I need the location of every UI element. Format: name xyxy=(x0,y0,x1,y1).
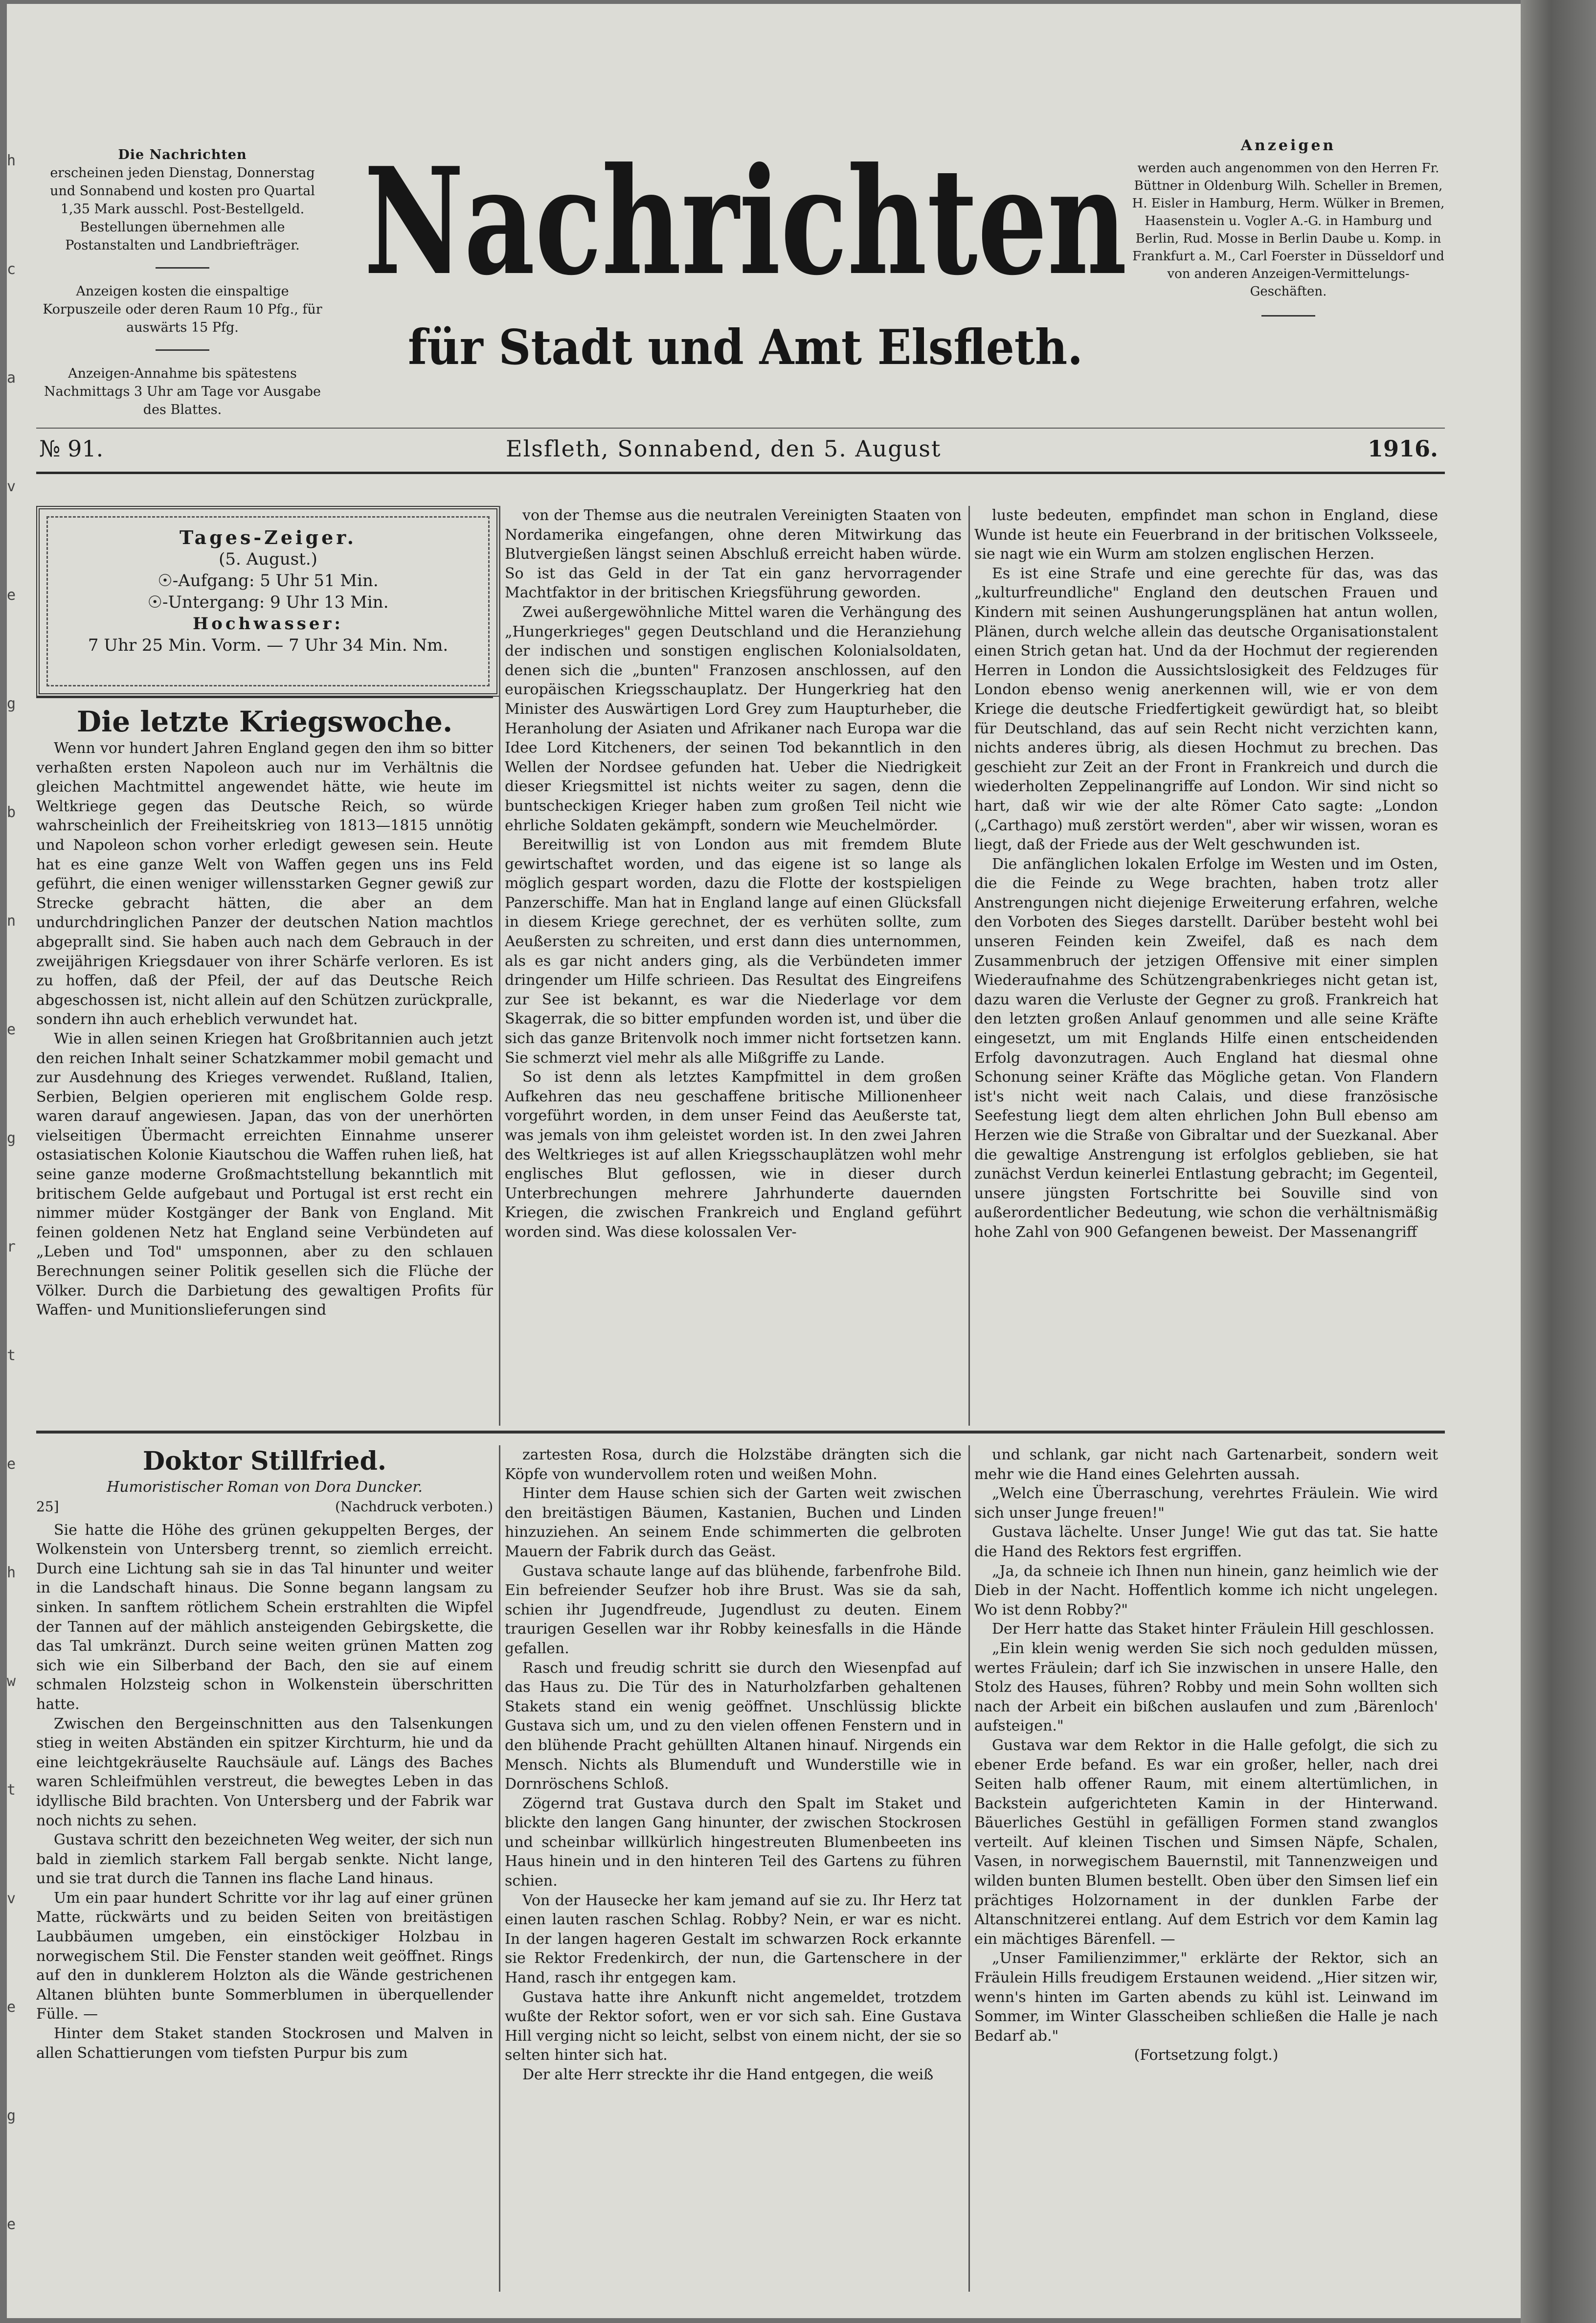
article-col2-text xyxy=(505,506,962,1242)
novel-col2-text xyxy=(505,1445,962,2085)
sunrise: ☉-Aufgang: 5 Uhr 51 Min. xyxy=(157,571,379,591)
paragraph: Gustava hatte ihre Ankunft nicht angemeldet, trotzdem wußte der Rektor sofort, wen er vor sich sah. Eine Gustava Hill verging nicht so leicht, selbst von einem nicht, der sie so selten hinter sich hat. xyxy=(505,1988,962,2064)
divider xyxy=(1261,315,1315,317)
paragraph: „Unser Familienzimmer," erklärte der Rektor, sich an Fräulein Hills freudigem Erstaunen weidend. „Hier sitzen wir, wenn's hinten im Garten abends zu kühl ist. Leinwand im Sommer, im Winter Glasscheiben schließen die Halle je nach Bedarf ab." xyxy=(974,1950,1438,2045)
novel-column-1 xyxy=(36,1445,493,2292)
paragraph: Zögernd trat Gustava durch den Spalt im Staket und blickte den langen Gang hinunter, der zwischen Stockrosen und scheinbar willkürlich hingestreuten Blumenbeeten ins Haus hinein und in den hinteren Teil des Gartens zu führen schien. xyxy=(505,1795,962,1890)
ads-deadline: Anzeigen-Annahme bis spätestens Nachmittags 3 Uhr am Tage vor Ausgabe des Blattes. xyxy=(44,366,321,417)
page-edge-fragment xyxy=(7,4,37,2318)
paragraph: Hinter dem Staket standen Stockrosen und Malven in allen Schattierungen vom tiefsten Purpur bis zum xyxy=(36,2025,493,2062)
article-column-3 xyxy=(974,506,1438,1426)
masthead xyxy=(339,130,1151,385)
paragraph: Zwei außergewöhnliche Mittel waren die Verhängung des „Hungerkrieges" gegen Deutschland und die Heranziehung der indischen und sonstigen englischen Kolonialsoldaten, denen sich die „bunten" Franzosen anschlossen, auf den europäischen Kriegsschauplatz. Der Hungerkrieg hat den Minister des Auswärtigen Lord Grey zum Haupturheber, die Heranholung der Asiaten und Afrikaner nach Europa war die Idee Lord Kitcheners, der seinen Tod bekanntlich in den Wellen der Nordsee gefunden hat. Ueber die Niedrigkeit dieser Kriegsmittel ist nichts weiter zu sagen, denn die buntscheckigen Krieger haben zum großen Teil nicht wie ehrliche Soldaten gekämpft, sondern wie Meuchelmörder. xyxy=(505,603,962,834)
novel-column-3 xyxy=(974,1445,1438,2292)
paragraph: Der Herr hatte das Staket hinter Fräulein Hill geschlossen. xyxy=(992,1620,1435,1638)
paragraph: Zwischen den Bergeinschnitten aus den Talsenkungen stieg in weiten Abständen ein spitzer Kirchturm, hie und da eine leichtgekräuselte Rauchsäule auf. Längs des Baches waren Schleifmühlen verstreut, die bewegtes Leben in das idyllische Bild brachten. Von Untersberg und der Fabrik war noch nichts zu sehen. xyxy=(36,1715,493,1829)
edge-mark: r xyxy=(7,1238,16,1255)
sunset: ☉-Untergang: 9 Uhr 13 Min. xyxy=(147,592,389,612)
edge-mark: a xyxy=(7,369,16,387)
paragraph: und schlank, gar nicht nach Gartenarbeit, sondern weit mehr wie die Hand eines Gelehrten aussah. xyxy=(974,1446,1438,1483)
edge-mark: h xyxy=(7,1564,16,1581)
masthead-subtitle: für Stadt und Amt Elsfleth. xyxy=(408,319,1083,376)
edge-mark: g xyxy=(7,1130,16,1147)
edge-mark: g xyxy=(7,695,16,712)
paragraph: „Welch eine Überraschung, verehrtes Fräulein. Wie wird sich unser Junge freuen!" xyxy=(974,1485,1438,1522)
paragraph: von der Themse aus die neutralen Vereinigten Staaten von Nordamerika eingefangen, ohne deren Mitwirkung das Blutvergießen längst seinen Abschluß erreicht haben würde. So ist das Geld in der Tat ein ganz hervorragender Machtfaktor in der britischen Kriegsführung geworden. xyxy=(505,507,962,602)
paragraph: Wenn vor hundert Jahren England gegen den ihm so bitter verhaßten ersten Napoleon auch nur im Verhältnis die gleichen Machtmittel angewendet hätte, wie heute im Weltkriege gegen das Deutsche Reich, so würde wahrscheinlich der Freiheitskrieg von 1813—1815 unnötig und Napoleon schon vorher erledigt gewesen sein. Heute hat es eine ganze Welt von Waffen gegen uns ins Feld geführt, die einen weniger willensstarken Gegner gewiß zur Strecke gebracht hätten, die aber an dem undurchdringlichen Panzer der deutschen Nation machtlos abgeprallt sind. Sie haben auch nach dem Gebrauch in der zweijährigen Kriegsdauer von ihrer Schärfe verloren. Es ist zu hoffen, daß der Pfeil, der auf das Deutsche Reich abgeschossen ist, nicht allein auf den Schützen zurückpralle, sondern ihn auch erheblich verwundet hat. xyxy=(36,740,493,1028)
paragraph: Von der Hausecke her kam jemand auf sie zu. Ihr Herz tat einen lauten raschen Schlag. Robby? Nein, er war es nicht. In der langen hageren Gestalt im schwarzen Rock erkannte sie Rektor Fredenkirch, der nun, die Gartenschere in der Hand, rasch ihr entgegen kam. xyxy=(505,1891,962,1987)
edge-mark: w xyxy=(7,1673,16,1690)
subscription-body: erscheinen jeden Dienstag, Donnerstag und Sonnabend und kosten pro Quartal 1,35 Mark ausschl. Post-Bestellgeld. Bestellungen übernehmen alle Postanstalten und Landbriefträger. xyxy=(50,165,315,253)
tageszeiger-title: Tages-Zeiger. xyxy=(179,526,357,548)
paragraph: Wie in allen seinen Kriegen hat Großbritannien auch jetzt den reichen Inhalt seiner Schatzkammer mobil gemacht und zur Ausdehnung des Krieges verwendet. Rußland, Italien, Serbien, Belgien operieren mit englischem Golde resp. waren darauf angewiesen. Japan, das von der unerhörten vielseitigen Übermacht erreichten Einnahme unserer ostasiatischen Kolonie Kiautschou die Waffen ruhen ließ, hat seine ganze moderne Großmachtstellung bekanntlich mit britischem Gelde aufgebaut und Portugal ist erst recht ein nimmer müder Kostgänger der Bank von England. Mit feinen goldenen Netz hat England seine Verbündeten auf „Leben und Tod" umsponnen, aber zu den schlauen Berechnungen seiner Politik gesellen sich die Flüche der Völker. Durch die Darbietung des gewaltigen Profits für Waffen- und Munitionslieferungen sind xyxy=(36,1030,493,1319)
edge-mark: g xyxy=(7,2107,16,2124)
paragraph: Der alte Herr streckte ihr die Hand entgegen, die weiß xyxy=(522,2066,934,2083)
place-date: Elsfleth, Sonnabend, den 5. August xyxy=(506,435,942,462)
dateline xyxy=(36,428,1445,474)
installment-number: 25] xyxy=(36,1499,59,1515)
copyright-notice: (Nachdruck verboten.) xyxy=(335,1499,493,1515)
novel-title: Doktor Stillfried. xyxy=(143,1446,386,1476)
edge-mark: v xyxy=(7,1890,16,1907)
edge-mark: v xyxy=(7,478,16,495)
article-headline: Die letzte Kriegswoche. xyxy=(76,705,453,738)
edge-mark: b xyxy=(7,804,16,821)
paragraph: „Ein klein wenig werden Sie sich noch gedulden müssen, wertes Fräulein; darf ich Sie inzwischen in unsere Halle, den Stolz des Hauses, führen? Robby und mein Sohn wollten sich nach der Arbeit ein bißchen auslaufen und zum ‚Bärenloch' aufsteigen." xyxy=(974,1640,1438,1735)
edge-mark: t xyxy=(7,1347,16,1364)
paragraph: Hinter dem Hause schien sich der Garten weit zwischen den breitästigen Bäumen, Kastanien, Buchen und Linden hinzuziehen. An seinem Ende schimmerten die gelbroten Mauern der Fabrik durch das Geäst. xyxy=(505,1485,962,1560)
paragraph: zartesten Rosa, durch die Holzstäbe drängten sich die Köpfe von wundervollem roten und weißen Mohn. xyxy=(505,1446,962,1483)
novel-col3-text xyxy=(974,1445,1438,2046)
paragraph: luste bedeuten, empfindet man schon in England, diese Wunde ist heute ein Feuerbrand in der britischen Volksseele, sie nagt wie ein Wurm am stolzen englischen Herzen. xyxy=(974,507,1438,563)
paragraph: Rasch und freudig schritt sie durch den Wiesenpfad auf das Haus zu. Die Tür des in Naturholzfarben gehaltenen Stakets stand ein wenig geöffnet. Unschlüssig blickte Gustava sich um, und zu den vielen offenen Fenstern und in den blühende Pracht gehüllten Altanen hinauf. Nirgends ein Mensch. Nichts als Blumenduft und Wunderstille wie in Dornröschens Schloß. xyxy=(505,1659,962,1793)
to-be-continued: (Fortsetzung folgt.) xyxy=(1134,2047,1279,2064)
paragraph: Gustava war dem Rektor in die Halle gefolgt, die sich zu ebener Erde befand. Es war ein großer, heller, nach drei Seiten halb offener Raum, mit einem altertümlichen, in Backstein aufgerichteten Kamin in der Hinterwand. Bäuerliches Gestühl in gefälligen Formen stand zwanglos verteilt. Auf kleinen Tischen und Simsen Näpfe, Schalen, Vasen, in norwegischem Bauernstil, mit Tannenzweigen und wilden bunten Blumen bestellt. Oben über den Simsen lief ein prächtiges Holzornament in der dunklen Farbe der Altanschnitzerei entlang. Auf dem Estrich vor dem Kamin lag ein mächtiges Bärenfell. — xyxy=(974,1736,1438,1948)
novel-column-2 xyxy=(505,1445,962,2292)
column-rule xyxy=(499,1445,500,2292)
paragraph: Um ein paar hundert Schritte vor ihr lag auf einer grünen Matte, rückwärts und zu beiden Seiten von breitästigen Laubbäumen umgeben, ein einstöckiger Holzbau in norwegischem Stil. Die Fenster standen weit geöffnet. Rings auf den in dunklerem Holzton als die Wände gestrichenen Altanen blühten bunte Sommerblumen in überquellender Fülle. — xyxy=(36,1889,493,2023)
divider xyxy=(36,697,493,698)
edge-mark: e xyxy=(7,1456,16,1473)
column-rule xyxy=(499,506,500,1426)
advertising-agents xyxy=(1132,137,1445,317)
paragraph: „Ja, da schneie ich Ihnen nun hinein, ganz heimlich wie der Dieb in der Nacht. Hoffentlich komme ich nicht ungelegen. Wo ist denn Robby?" xyxy=(974,1562,1438,1618)
novel-number-line xyxy=(36,1497,493,1517)
year: 1916. xyxy=(1368,435,1439,462)
paragraph: So ist denn als letztes Kampfmittel in dem großen Aufkehren das neu geschaffene britische Millionenheer vorgeführt worden, in dem unser Feind das Aeußerste tat, was jemals von ihm geleistet worden ist. In den zwei Jahren des Weltkrieges ist auf allen Kriegsschauplätzen wohl mehr englisches Blut geflossen, wie in dieser durch Unterbrechungen mehrere Jahrhunderte dauernden Kriegen, die zwischen Frankreich und England geführt worden sind. Was diese kolossalen Ver- xyxy=(505,1069,962,1241)
divider xyxy=(156,267,209,269)
masthead-title: Nachrichten xyxy=(364,135,1127,308)
edge-mark: e xyxy=(7,2216,16,2233)
edge-mark: c xyxy=(7,261,16,278)
edge-mark: t xyxy=(7,1781,16,1799)
column-rule xyxy=(968,1445,970,2292)
issue-number: № 91. xyxy=(39,435,104,462)
edge-mark: h xyxy=(7,152,16,169)
subscription-info xyxy=(39,146,326,432)
paragraph: Gustava schaute lange auf das blühende, farbenfrohe Bild. Ein befreiender Seufzer hob ihre Brust. Was sie da sah, schien ihr Jugendfreude, Jugendlust zu deuten. Einem traurigen Gesellen war ihr Robby keinesfalls in die Hände gefallen. xyxy=(505,1562,962,1657)
edge-mark: e xyxy=(7,1999,16,2016)
paragraph: Gustava lächelte. Unser Junge! Wie gut das tat. Sie hatte die Hand des Rektors fest ergriffen. xyxy=(974,1524,1438,1560)
edge-mark: e xyxy=(7,587,16,604)
paragraph: Bereitwillig ist von London aus mit fremdem Blute gewirtschaftet worden, und das eigene ist so lange als möglich gespart worden, dazu die Flotte der kostspieligen Panzerschiffe. Man hat in England lange auf einen Glücksfall in diesem Kriege gerechnet, der es verhüten sollte, zum Aeußersten zu schreiten, und erst dann dies unternommen, als es gar nicht anders ging, als die Verbündeten immer dringender um Hilfe schrieen. Das Resultat des Eingreifens zur See ist bekannt, es war die Niederlage vor dem Skagerrak, die so bitter empfunden worden ist, und über die sich das ganze Britenvolk noch immer nicht fortsetzen kann. Sie schmerzt viel mehr als alle Mißgriffe zu Lande. xyxy=(505,836,962,1067)
book-spine xyxy=(1521,0,1596,2323)
paragraph: Die anfänglichen lokalen Erfolge im Westen und im Osten, die die Feinde zu Wege brachten, haben trotz aller Anstrengungen nicht diejenige Erweiterung erfahren, welche den Vorboten des Sieges darstellt. Darüber besteht wohl bei unseren Feinden kein Zweifel, daß es nach dem Zusammenbruch der jetzigen Offensive mit einer simplen Wiederaufnahme des Schützengrabenkrieges nicht getan ist, dazu waren die Verluste der Gegner zu groß. Frankreich hat den letzten großen Anlauf genommen und alle seine Kräfte eingesetzt, um mit Englands Hilfe einen entscheidenden Erfolg davonzutragen. Auch England hat diesmal ohne Schonung seiner Kräfte das Mögliche getan. Von Flandern ist's nicht weit nach Calais, und diese französische Seefestung liegt dem alten ehrlichen John Bull ebenso am Herzen wie die Straße von Gibraltar und der Suezkanal. Aber die gewaltige Anstrengung ist erfolglos geblieben, sie hat zunächst Verdun keinerlei Entlastung gebracht; im Gegenteil, unsere jüngsten Fortschritte bei Souville sind von außerordentlicher Bedeutung, wie schon die verhältnismäßig hohe Zahl von 900 Gefangenen beweist. Der Massenangriff xyxy=(974,855,1438,1241)
article-column-1 xyxy=(36,705,493,1423)
advertising-body: werden auch angenommen von den Herren Fr. Büttner in Oldenburg Wilh. Scheller in Bremen, H. Eisler in Hamburg, Herm. Wülker in Bremen, Haasenstein u. Vogler A.-G. in Hamburg und Berlin, Rud. Mosse in Berlin Daube u. Komp. in Frankfurt a. M., Carl Foerster in Düsseldorf und von anderen Anzeigen-Vermittelungs-Geschäften. xyxy=(1132,161,1445,299)
newspaper-page xyxy=(7,4,1521,2318)
edge-mark: e xyxy=(7,1021,16,1038)
divider xyxy=(156,349,209,351)
column-rule xyxy=(968,506,970,1426)
ads-price: Anzeigen kosten die einspaltige Korpuszeile oder deren Raum 10 Pfg., für auswärts 15 Pfg. xyxy=(43,284,322,335)
article-col3-text xyxy=(974,506,1438,1242)
article-col1-text xyxy=(36,739,493,1320)
paragraph: Gustava schritt den bezeichneten Weg weiter, der sich nun bald in ziemlich starkem Fall bergab senkte. Nicht lange, und sie trat durch die Tannen ins flache Land hinaus. xyxy=(36,1831,493,1888)
high-water-label: Hochwasser: xyxy=(193,614,343,634)
tageszeiger-box xyxy=(36,506,500,697)
novel-subtitle: Humoristischer Roman von Dora Duncker. xyxy=(107,1479,423,1496)
novel-col1-text xyxy=(36,1521,493,2063)
advertising-title: Anzeigen xyxy=(1240,137,1336,154)
high-water-times: 7 Uhr 25 Min. Vorm. — 7 Uhr 34 Min. Nm. xyxy=(88,636,449,655)
paragraph: Sie hatte die Höhe des grünen gekuppelten Berges, der Wolkenstein von Untersberg trennt, so ziemlich erreicht. Durch eine Lichtung sah sie in das Tal hinunter und weiter in die Landschaft hinaus. Die Sonne begann langsam zu sinken. In sanftem rötlichem Schein erstrahlten die Wipfel der Tannen auf der mählich ansteigenden Gebirgskette, die das Tal umkränzt. Durch seine weiten grünen Matten zog sich wie ein Silberband der Bach, den sie auf einem schmalen Holzsteig schon in Wolkenstein überschritten hatte. xyxy=(36,1521,493,1713)
subscription-title: Die Nachrichten xyxy=(118,147,247,162)
paragraph: Es ist eine Strafe und eine gerechte für das, was das „kulturfreundliche" England den deutschen Frauen und Kindern mit seinen Aushungerungsplänen hat antun wollen, Plänen, durch welche allein das deutsche Organisationstalent einen Strich getan hat. Und da der Hochmut der regierenden Herren in London die Aussichtslosigkeit des Feldzuges für London ebenso wenig anerkennen will, wie er von dem Kriege die deutsche Friedfertigkeit gewürdigt hat, so bleibt für Deutschland, das auf sein Recht nicht verzichten kann, nichts anderes übrig, als diesen Hochmut zu brechen. Das geschieht zur Zeit an der Front in Frankreich und durch die wiederholten Zeppelinangriffe auf London. Wir sind nicht so hart, daß wir wie der alte Römer Cato sagte: „London („Carthago) muß zerstört werden", aber wir wissen, woran es liegt, daß der Friede aus der Welt geschwunden ist. xyxy=(974,565,1438,854)
feuilleton-rule xyxy=(36,1431,1445,1434)
edge-mark: n xyxy=(7,912,16,930)
tageszeiger-date: (5. August.) xyxy=(219,549,317,569)
article-column-2 xyxy=(505,506,962,1426)
